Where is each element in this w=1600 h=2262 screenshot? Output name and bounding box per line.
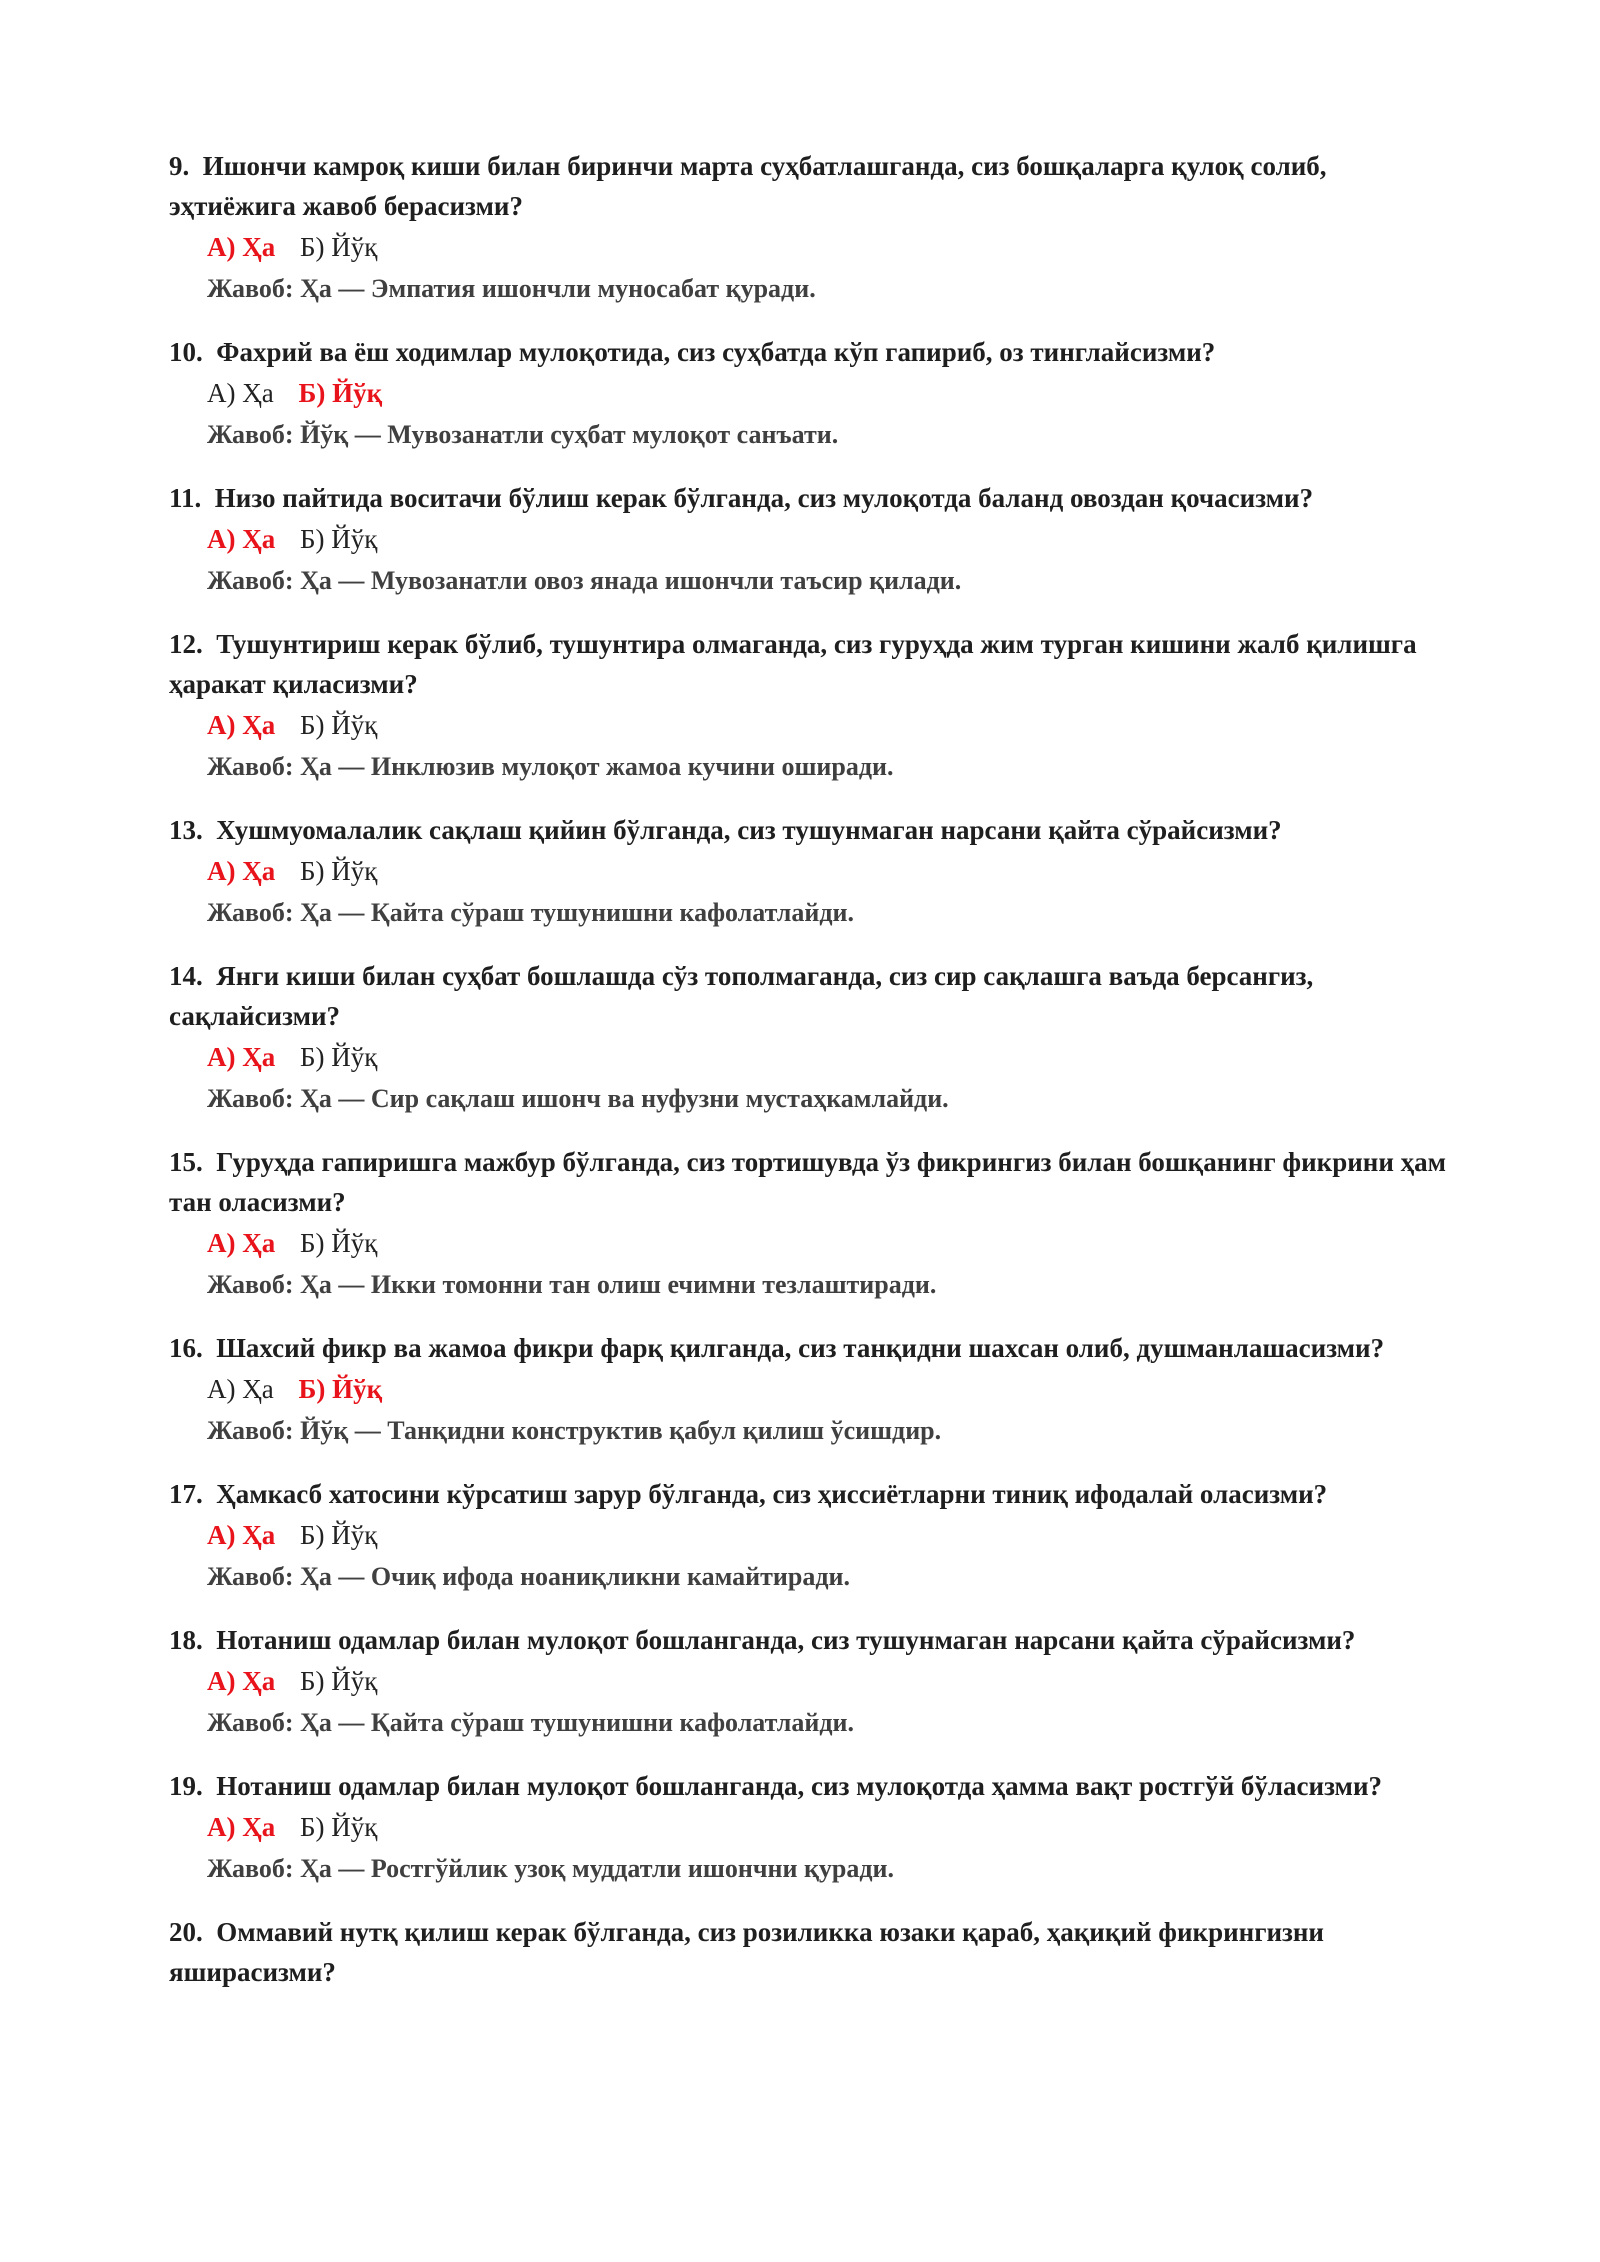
question-body: Ҳамкасб хатосини кўрсатиш зарур бўлганда, сиз ҳиссиётларни тиниқ ифодалай оласизми? [216, 1479, 1328, 1509]
answer-explanation: Жавоб: Ҳа — Сир сақлаш ишонч ва нуфузни мустаҳкамлайди. [207, 1084, 949, 1113]
question-12 [169, 624, 1449, 788]
question-number: 13. [169, 815, 203, 845]
answer-options [207, 850, 1449, 892]
option-b: Б) Йўқ [298, 1374, 383, 1404]
option-a: А) Ҳа [207, 1666, 276, 1696]
answer-explanation: Жавоб: Ҳа — Инклюзив мулоқот жамоа кучини оширади. [207, 752, 894, 781]
question-16 [169, 1328, 1449, 1452]
option-a: А) Ҳа [207, 378, 274, 408]
option-b: Б) Йўқ [300, 1042, 378, 1072]
answer-explanation: Жавоб: Ҳа — Мувозанатли овоз янада ишончли таъсир қилади. [207, 566, 962, 595]
question-text [169, 810, 1449, 850]
question-number: 10. [169, 337, 203, 367]
question-number: 14. [169, 961, 203, 991]
option-b: Б) Йўқ [300, 710, 378, 740]
question-18 [169, 1620, 1449, 1744]
question-body: Шахсий фикр ва жамоа фикри фарқ қилганда, сиз танқидни шахсан олиб, душманлашасизми? [216, 1333, 1385, 1363]
question-body: Гуруҳда гапиришга мажбур бўлганда, сиз тортишувда ўз фикрингиз билан бошқанинг фикрини ҳам тан оласизми? [169, 1147, 1447, 1217]
option-a: А) Ҳа [207, 1812, 276, 1842]
option-a: А) Ҳа [207, 856, 276, 886]
option-a: А) Ҳа [207, 232, 276, 262]
question-text [169, 1142, 1449, 1222]
question-body: Нотаниш одамлар билан мулоқот бошланганда, сиз тушунмаган нарсани қайта сўрайсизми? [216, 1625, 1356, 1655]
answer-options [207, 372, 1449, 414]
answer-explanation: Жавоб: Йўқ — Мувозанатли суҳбат мулоқот санъати. [207, 420, 839, 449]
question-number: 19. [169, 1771, 203, 1801]
question-text [169, 956, 1449, 1036]
answer-options [207, 704, 1449, 746]
question-number: 20. [169, 1917, 203, 1947]
option-b: Б) Йўқ [300, 1228, 378, 1258]
answer-options [207, 518, 1449, 560]
question-number: 18. [169, 1625, 203, 1655]
question-text [169, 332, 1449, 372]
question-text [169, 1328, 1449, 1368]
answer-options [207, 1660, 1449, 1702]
answer-explanation: Жавоб: Йўқ — Танқидни конструктив қабул қилиш ўсишдир. [207, 1416, 942, 1445]
question-9 [169, 146, 1449, 310]
question-body: Тушунтириш керак бўлиб, тушунтира олмаганда, сиз гуруҳда жим турган кишини жалб қилишга ҳаракат қиласизми? [169, 629, 1417, 699]
question-body: Низо пайтида воситачи бўлиш керак бўлганда, сиз мулоқотда баланд овоздан қочасизми? [214, 483, 1314, 513]
question-19 [169, 1766, 1449, 1890]
answer-explanation: Жавоб: Ҳа — Очиқ ифода ноаниқликни камайтиради. [207, 1562, 850, 1591]
answer-explanation: Жавоб: Ҳа — Қайта сўраш тушунишни кафолатлайди. [207, 898, 854, 927]
question-text [169, 146, 1449, 226]
option-a: А) Ҳа [207, 1228, 276, 1258]
question-body: Оммавий нутқ қилиш керак бўлганда, сиз розиликка юзаки қараб, ҳақиқий фикрингизни яширасизми? [169, 1917, 1324, 1987]
question-number: 17. [169, 1479, 203, 1509]
answer-options [207, 226, 1449, 268]
question-body: Фахрий ва ёш ходимлар мулоқотида, сиз суҳбатда кўп гапириб, оз тинглайсизми? [216, 337, 1216, 367]
question-body: Янги киши билан суҳбат бошлашда сўз тополмаганда, сиз сир сақлашга ваъда берсангиз, сақлайсизми? [169, 961, 1314, 1031]
option-b: Б) Йўқ [300, 1520, 378, 1550]
question-10 [169, 332, 1449, 456]
question-number: 12. [169, 629, 203, 659]
option-b: Б) Йўқ [300, 1812, 378, 1842]
option-b: Б) Йўқ [300, 1666, 378, 1696]
question-text [169, 1474, 1449, 1514]
answer-options [207, 1222, 1449, 1264]
question-15 [169, 1142, 1449, 1306]
question-number: 9. [169, 151, 190, 181]
option-b: Б) Йўқ [298, 378, 383, 408]
option-a: А) Ҳа [207, 1520, 276, 1550]
question-body: Ишончи камроқ киши билан биринчи марта суҳбатлашганда, сиз бошқаларга қулоқ солиб, эҳтиёжига жавоб берасизми? [169, 151, 1327, 221]
question-text [169, 1912, 1449, 1992]
question-text [169, 624, 1449, 704]
answer-options [207, 1806, 1449, 1848]
answer-explanation: Жавоб: Ҳа — Эмпатия ишончли муносабат қуради. [207, 274, 816, 303]
option-b: Б) Йўқ [300, 524, 378, 554]
question-20 [169, 1912, 1449, 1992]
option-a: А) Ҳа [207, 710, 276, 740]
question-13 [169, 810, 1449, 934]
document-page [169, 146, 1449, 2014]
question-11 [169, 478, 1449, 602]
question-text [169, 1620, 1449, 1660]
question-text [169, 1766, 1449, 1806]
answer-options [207, 1368, 1449, 1410]
question-14 [169, 956, 1449, 1120]
question-text [169, 478, 1449, 518]
question-body: Хушмуомалалик сақлаш қийин бўлганда, сиз тушунмаган нарсани қайта сўрайсизми? [216, 815, 1282, 845]
option-b: Б) Йўқ [300, 232, 378, 262]
answer-explanation: Жавоб: Ҳа — Икки томонни тан олиш ечимни тезлаштиради. [207, 1270, 937, 1299]
answer-options [207, 1514, 1449, 1556]
question-17 [169, 1474, 1449, 1598]
question-number: 11. [169, 483, 202, 513]
answer-explanation: Жавоб: Ҳа — Қайта сўраш тушунишни кафолатлайди. [207, 1708, 854, 1737]
option-a: А) Ҳа [207, 1374, 274, 1404]
answer-options [207, 1036, 1449, 1078]
question-number: 15. [169, 1147, 203, 1177]
answer-explanation: Жавоб: Ҳа — Ростгўйлик узоқ муддатли ишончни қуради. [207, 1854, 895, 1883]
option-b: Б) Йўқ [300, 856, 378, 886]
option-a: А) Ҳа [207, 524, 276, 554]
question-number: 16. [169, 1333, 203, 1363]
question-body: Нотаниш одамлар билан мулоқот бошланганда, сиз мулоқотда ҳамма вақт ростгўй бўласизми? [216, 1771, 1382, 1801]
option-a: А) Ҳа [207, 1042, 276, 1072]
